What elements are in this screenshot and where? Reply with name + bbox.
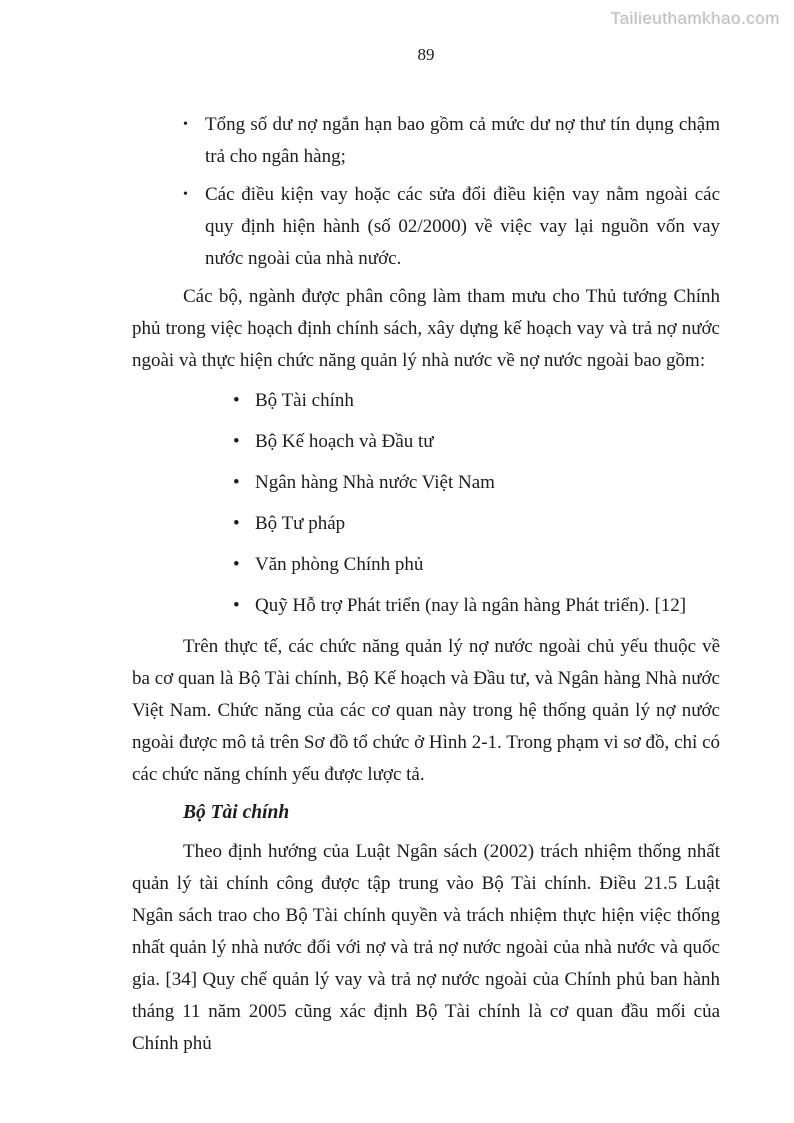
list-item-text: Bộ Tư pháp [255, 513, 346, 534]
list-item-text: Tổng số dư nợ ngắn hạn bao gồm cả mức dư nợ thư tín dụng chậm trả cho ngân hàng; [205, 114, 720, 167]
list-item [132, 385, 720, 417]
list-item-text: Ngân hàng Nhà nước Việt Nam [255, 472, 495, 493]
list-item-text: Quỹ Hỗ trợ Phát triển (nay là ngân hàng Phát triển). [12] [255, 595, 687, 616]
bullet-icon: • [233, 554, 240, 575]
list-item-text: Văn phòng Chính phủ [255, 554, 424, 575]
list-item [132, 426, 720, 458]
subheading-ministry-of-finance: Bộ Tài chính [183, 802, 290, 823]
paragraph-reality: Trên thực tế, các chức năng quản lý nợ nước ngoài chủ yếu thuộc về ba cơ quan là Bộ Tài chính, Bộ Kế hoạch và Đầu tư, và Ngân hàng Nhà nước Việt Nam. Chức năng của các cơ quan này trong hệ thống quản lý nợ nước ngoài được mô tả trên Sơ đồ tổ chức ở Hình 2-1. Trong phạm vi sơ đồ, chỉ có các chức năng chính yếu được lược tả. [132, 636, 720, 785]
list-item [132, 590, 720, 622]
list-item [132, 467, 720, 499]
bullet-icon: • [233, 472, 240, 493]
list-item [132, 109, 720, 173]
bullet-icon: • [183, 187, 188, 202]
paragraph-ministry-of-finance: Theo định hướng của Luật Ngân sách (2002) trách nhiệm thống nhất quản lý tài chính công được tập trung vào Bộ Tài chính. Điều 21.5 Luật Ngân sách trao cho Bộ Tài chính quyền và trách nhiệm thực hiện việc thống nhất quản lý nhà nước đối với nợ và trả nợ nước ngoài của nhà nước và quốc gia. [34] Quy chế quản lý vay và trả nợ nước ngoài của Chính phủ ban hành tháng 11 năm 2005 cũng xác định Bộ Tài chính là cơ quan đầu mối của Chính phủ [132, 841, 720, 1054]
bullet-icon: • [183, 117, 188, 132]
paragraph-agencies-intro: Các bộ, ngành được phân công làm tham mưu cho Thủ tướng Chính phủ trong việc hoạch định chính sách, xây dựng kế hoạch vay và trả nợ nước ngoài và thực hiện chức năng quản lý nhà nước về nợ nước ngoài bao gồm: [132, 286, 720, 371]
page-content [132, 0, 720, 1066]
bullet-icon: • [233, 513, 240, 534]
list-item [132, 549, 720, 581]
list-item-text: Bộ Kế hoạch và Đầu tư [255, 431, 434, 452]
bullet-icon: • [233, 431, 240, 452]
conditions-bullet-list [132, 109, 720, 275]
watermark-text: Tailieuthamkhao.com [610, 9, 780, 28]
page-number: 89 [417, 45, 435, 64]
list-item [132, 179, 720, 275]
bullet-icon: • [233, 595, 240, 616]
bullet-icon: • [233, 390, 240, 411]
list-item-text: Các điều kiện vay hoặc các sửa đổi điều kiện vay nằm ngoài các quy định hiện hành (số 02/2000) về việc vay lại nguồn vốn vay nước ngoài của nhà nước. [205, 184, 720, 269]
agency-bullet-list [132, 385, 720, 622]
list-item-text: Bộ Tài chính [255, 390, 354, 411]
list-item [132, 508, 720, 540]
